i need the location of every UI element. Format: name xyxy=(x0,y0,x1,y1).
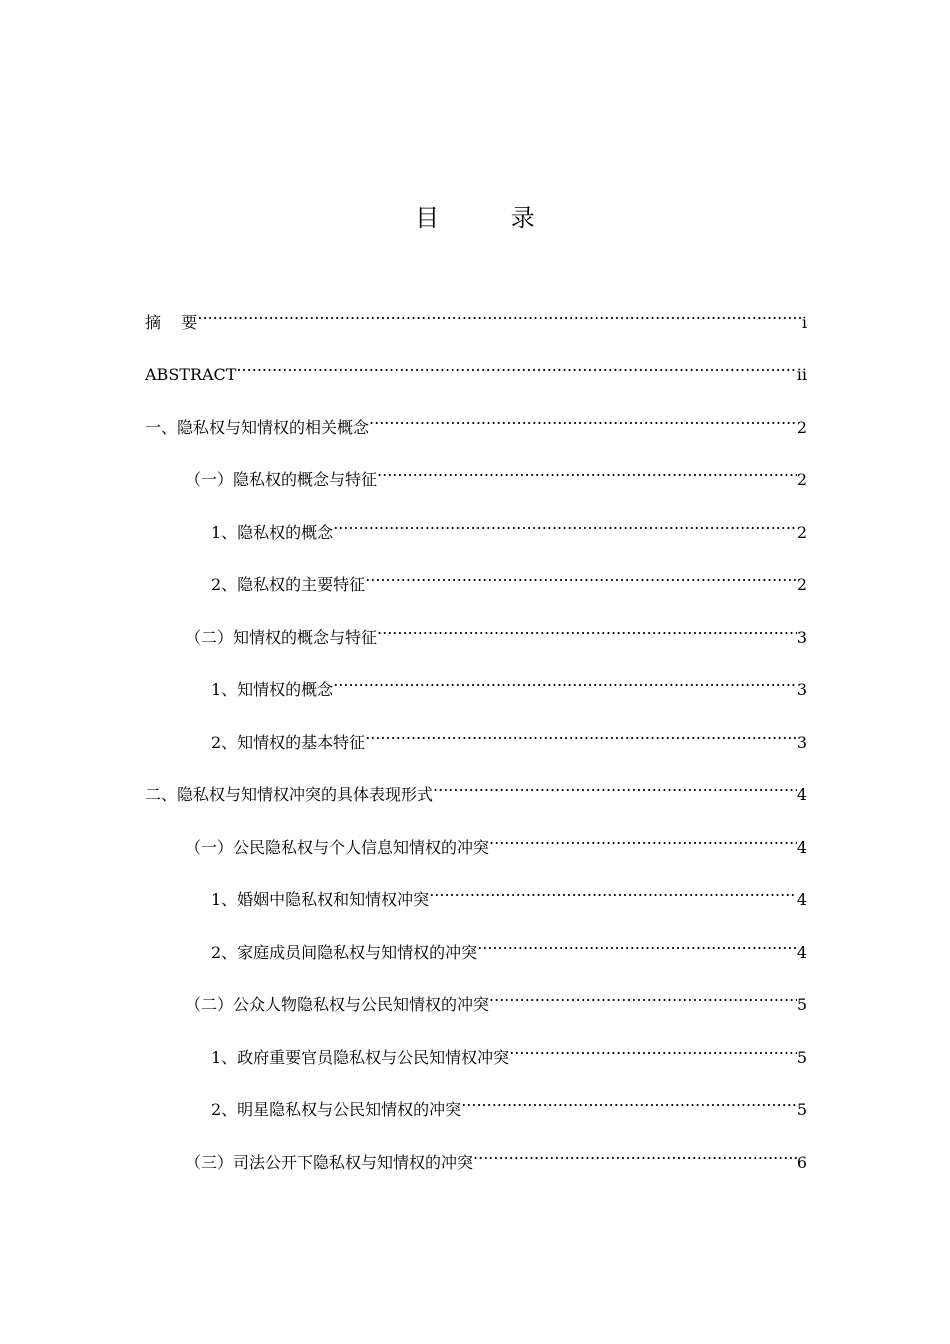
toc-entry-subsection-1-2-1[interactable] xyxy=(211,667,807,699)
toc-entry-abstract-cn[interactable] xyxy=(145,300,807,332)
toc-entry-page: 4 xyxy=(796,943,807,962)
toc-entry-label: 1、隐私权的概念 xyxy=(211,523,334,542)
toc-entry-abstract-en[interactable] xyxy=(145,352,807,384)
toc-entry-label: ABSTRACT xyxy=(145,365,237,384)
toc-dot-leader xyxy=(429,877,797,905)
toc-entry-label: 摘 要 xyxy=(145,313,198,332)
toc-dot-leader xyxy=(489,825,797,853)
toc-entry-subsection-2-1-2[interactable] xyxy=(211,930,807,962)
toc-entry-label: （三）司法公开下隐私权与知情权的冲突 xyxy=(185,1153,474,1172)
toc-entry-chapter-1[interactable] xyxy=(145,405,807,437)
toc-dot-leader xyxy=(365,562,797,590)
toc-entry-label: 2、家庭成员间隐私权与知情权的冲突 xyxy=(211,943,478,962)
toc-entry-page: 2 xyxy=(796,470,807,489)
toc-entry-page: 4 xyxy=(796,785,807,804)
toc-dot-leader xyxy=(369,405,797,433)
toc-entry-section-1-2[interactable] xyxy=(185,615,807,647)
toc-entry-page: 2 xyxy=(796,523,807,542)
toc-entry-label: 2、隐私权的主要特征 xyxy=(211,575,366,594)
toc-entry-subsection-1-2-2[interactable] xyxy=(211,720,807,752)
toc-entry-label: （一）隐私权的概念与特征 xyxy=(185,470,378,489)
toc-entry-page: 2 xyxy=(796,575,807,594)
toc-title: 目 录 xyxy=(415,204,567,232)
toc-entry-section-1-1[interactable] xyxy=(185,457,807,489)
toc-entry-page: i xyxy=(801,313,807,332)
toc-entry-page: 5 xyxy=(796,1100,807,1119)
toc-entry-label: （一）公民隐私权与个人信息知情权的冲突 xyxy=(185,838,490,857)
toc-dot-leader xyxy=(365,720,797,748)
toc-entry-label: （二）公众人物隐私权与公民知情权的冲突 xyxy=(185,995,490,1014)
toc-entry-subsection-2-2-2[interactable] xyxy=(211,1087,807,1119)
toc-entry-label: 2、明星隐私权与公民知情权的冲突 xyxy=(211,1100,462,1119)
toc-entry-label: 2、知情权的基本特征 xyxy=(211,733,366,752)
toc-entry-label: 二、隐私权与知情权冲突的具体表现形式 xyxy=(145,785,434,804)
toc-entry-label: 1、婚姻中隐私权和知情权冲突 xyxy=(211,890,430,909)
toc-entry-section-2-3[interactable] xyxy=(185,1140,807,1172)
toc-entry-subsection-2-1-1[interactable] xyxy=(211,877,807,909)
toc-entry-page: 5 xyxy=(796,1048,807,1067)
toc-dot-leader xyxy=(509,1035,797,1063)
toc-dot-leader xyxy=(333,667,797,695)
toc-entry-page: 3 xyxy=(796,733,807,752)
toc-entry-subsection-1-1-1[interactable] xyxy=(211,510,807,542)
toc-entry-chapter-2[interactable] xyxy=(145,772,807,804)
toc-dot-leader xyxy=(473,1140,797,1168)
toc-entry-page: 6 xyxy=(796,1153,807,1172)
toc-entry-page: 3 xyxy=(796,680,807,699)
toc-entry-section-2-2[interactable] xyxy=(185,982,807,1014)
toc-entry-label: 1、政府重要官员隐私权与公民知情权冲突 xyxy=(211,1048,510,1067)
toc-entry-page: 5 xyxy=(796,995,807,1014)
toc-dot-leader xyxy=(489,982,797,1010)
toc-entry-page: 4 xyxy=(796,838,807,857)
toc-dot-leader xyxy=(461,1087,797,1115)
toc-dot-leader xyxy=(433,772,797,800)
toc-dot-leader xyxy=(377,457,797,485)
toc-entry-label: 一、隐私权与知情权的相关概念 xyxy=(145,418,370,437)
toc-entry-page: 2 xyxy=(796,418,807,437)
toc-entry-page: 4 xyxy=(796,890,807,909)
toc-entry-page: ii xyxy=(796,365,807,384)
toc-dot-leader xyxy=(197,300,802,328)
toc-entry-subsection-1-1-2[interactable] xyxy=(211,562,807,594)
toc-dot-leader xyxy=(477,930,797,958)
toc-entry-subsection-2-2-1[interactable] xyxy=(211,1035,807,1067)
toc-entry-label: （二）知情权的概念与特征 xyxy=(185,628,378,647)
toc-dot-leader xyxy=(236,352,796,380)
toc-entry-label: 1、知情权的概念 xyxy=(211,680,334,699)
toc-dot-leader xyxy=(377,615,797,643)
toc-dot-leader xyxy=(333,510,797,538)
toc-entry-page: 3 xyxy=(796,628,807,647)
toc-entry-section-2-1[interactable] xyxy=(185,825,807,857)
